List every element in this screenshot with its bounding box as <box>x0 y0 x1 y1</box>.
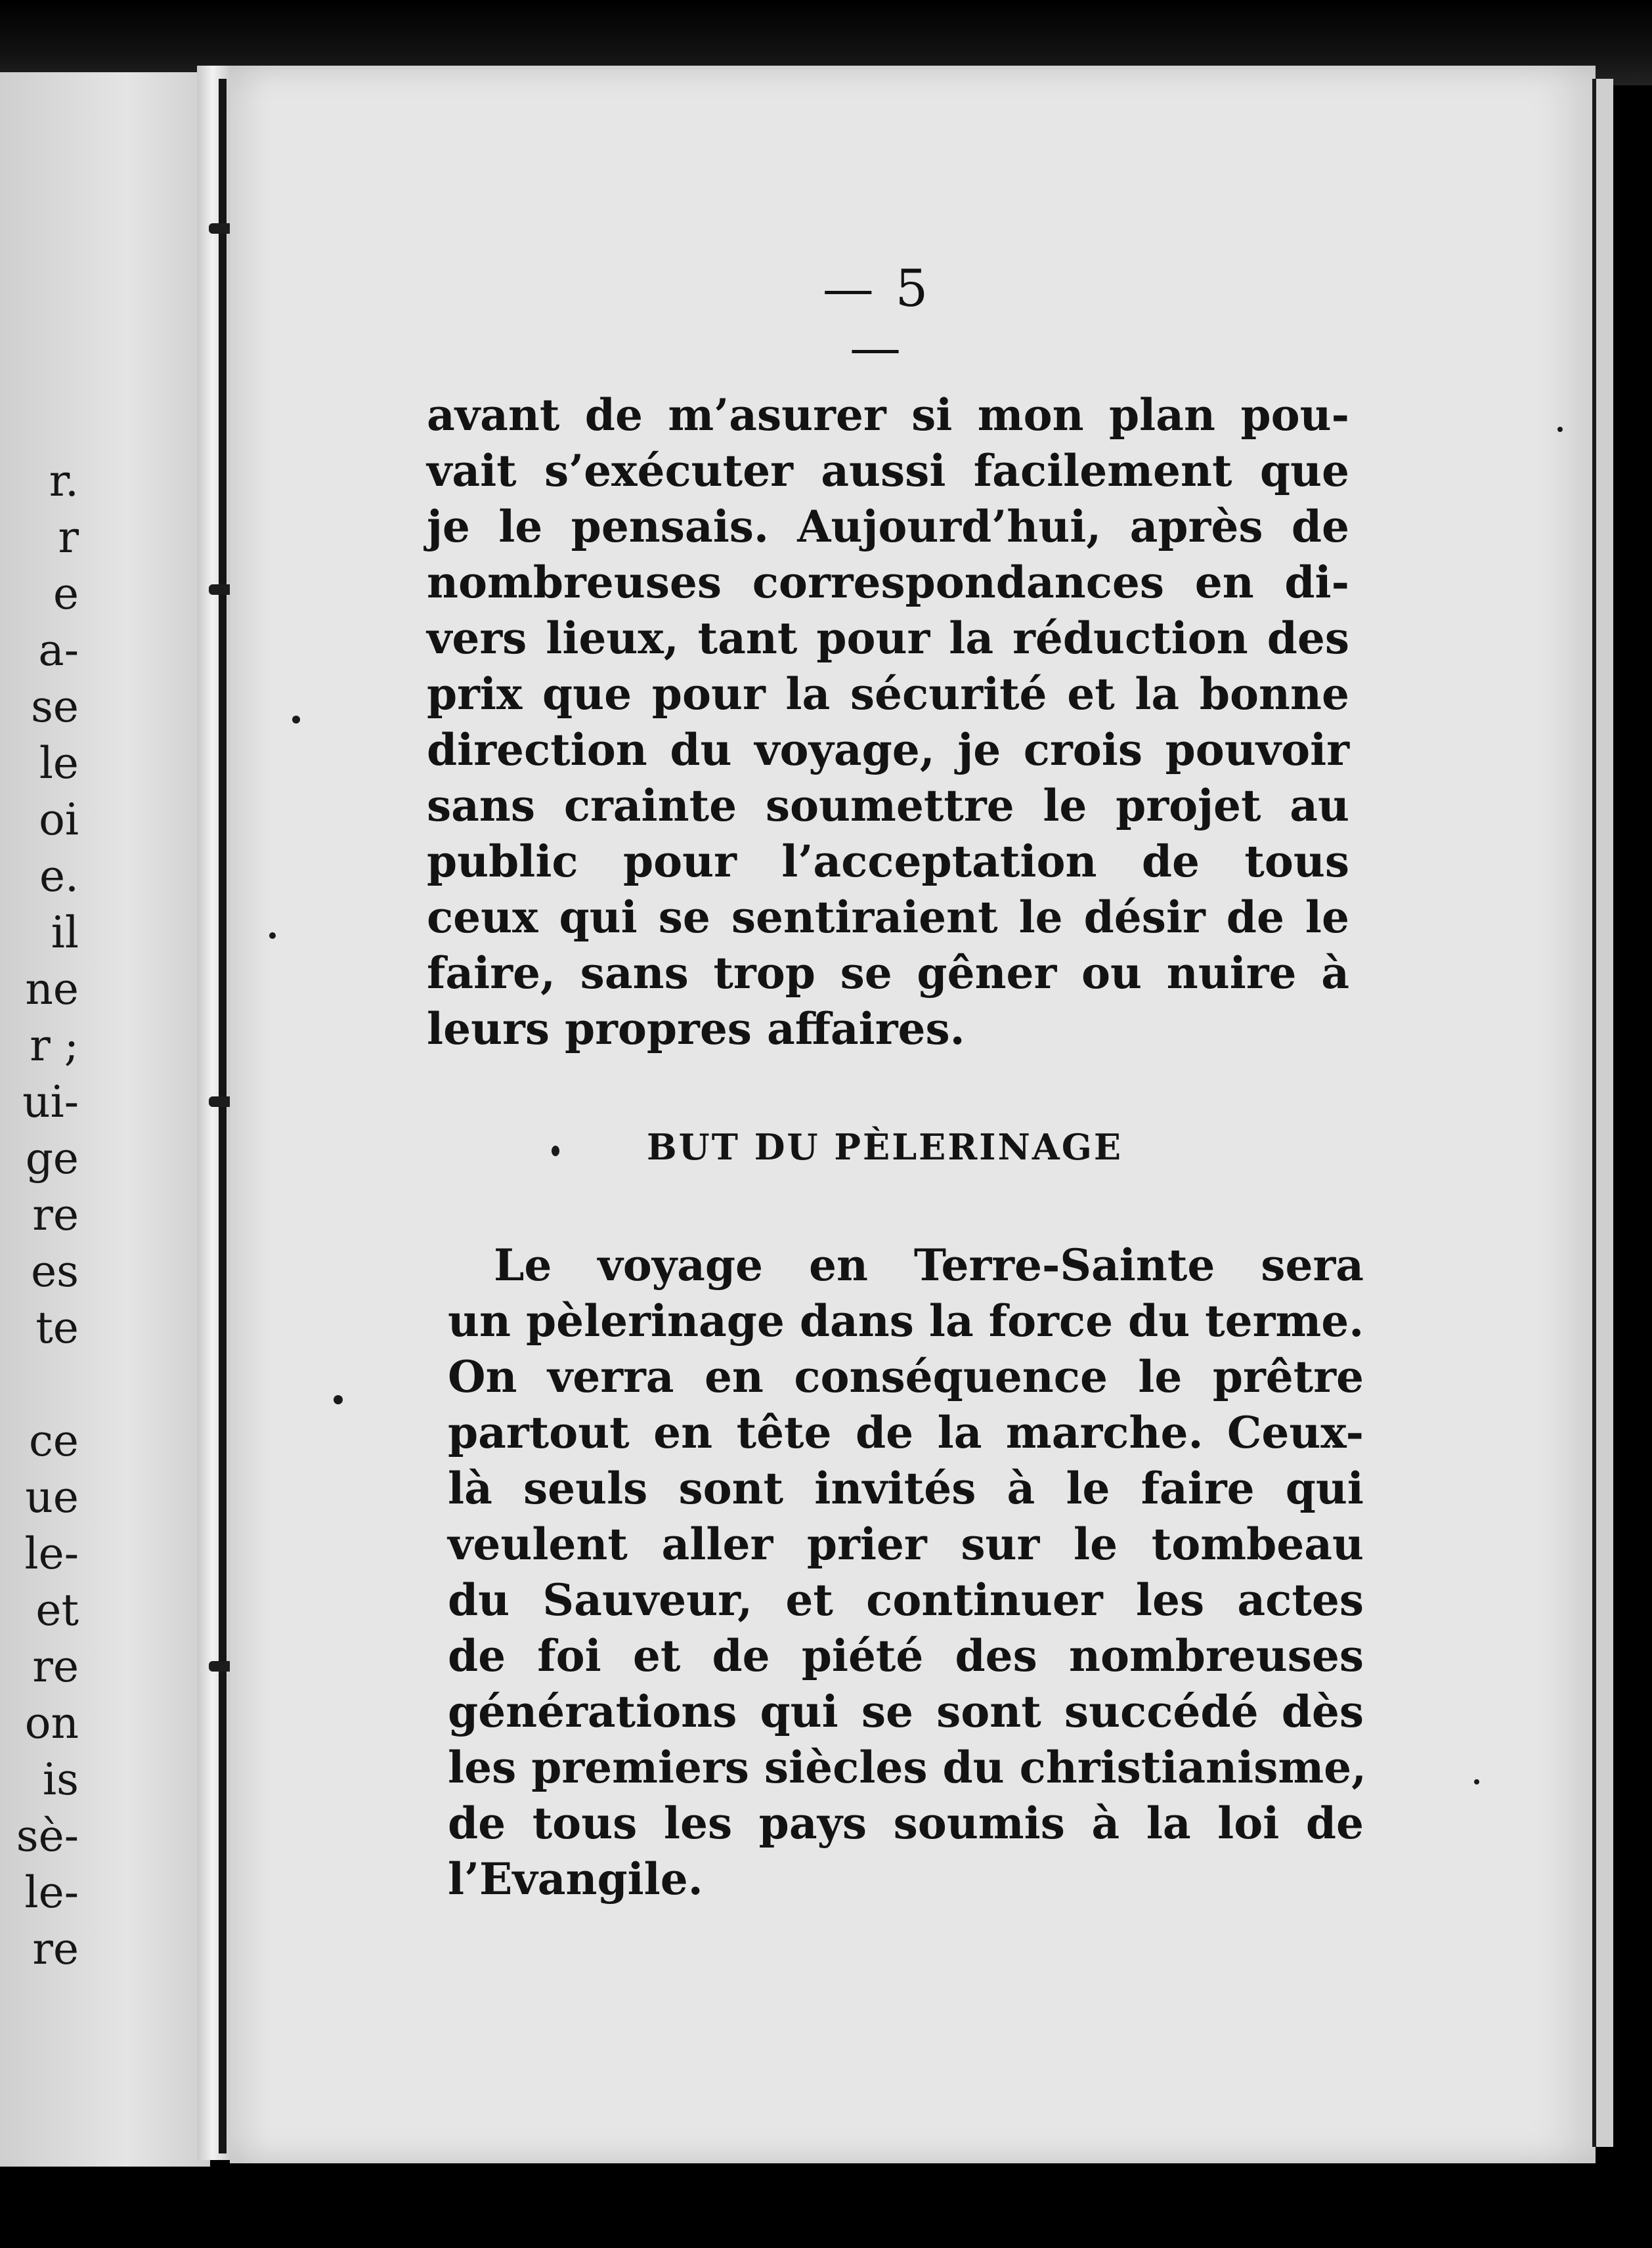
ink-speck <box>334 1395 343 1404</box>
text-line: leurs propres affaires. <box>427 1003 965 1054</box>
section-heading: BUT DU PÈLERINAGE <box>647 1126 1123 1168</box>
text-line: partout en tête de la marche. Ceux- <box>448 1407 1364 1458</box>
left-fragment: sè- <box>16 1811 79 1861</box>
text-line: je le pensais. Aujourd’hui, après de <box>427 501 1349 552</box>
left-fragment: ne <box>25 964 79 1014</box>
text-line: nombreuses correspondances en di- <box>427 557 1349 608</box>
left-fragment <box>0 1356 79 1413</box>
left-fragment: et <box>35 1585 79 1635</box>
left-fragment: ui- <box>22 1077 79 1127</box>
left-fragment: ue <box>25 1472 79 1523</box>
ink-speck <box>292 716 300 724</box>
text-line: sans crainte soumettre le projet au <box>427 780 1349 831</box>
paragraph-intro <box>427 387 1349 1057</box>
left-fragment: il <box>51 907 79 958</box>
left-fragment: re <box>32 1924 79 1974</box>
text-line: public pour l’acceptation de tous <box>427 836 1349 887</box>
left-fragment: es <box>31 1246 79 1297</box>
left-fragment: a- <box>38 625 79 676</box>
left-fragment: ce <box>28 1416 79 1466</box>
text-line: générations qui se sont succédé dès <box>448 1686 1364 1737</box>
text-line: vers lieux, tant pour la réduction des <box>427 613 1349 664</box>
text-line: de foi et de piété des nombreuses <box>448 1630 1364 1681</box>
ink-speck <box>1474 1779 1479 1784</box>
text-line: avant de m’asurer si mon plan pou- <box>427 389 1349 441</box>
left-fragment: ge <box>25 1133 79 1184</box>
text-line: On verra en conséquence le prêtre <box>448 1351 1364 1402</box>
text-line: Le voyage en Terre-Sainte sera <box>494 1240 1364 1291</box>
left-fragment: r ; <box>30 1020 79 1071</box>
left-fragment: se <box>31 681 79 732</box>
left-fragment: r. <box>49 456 79 506</box>
text-line: les premiers siècles du christianisme, <box>448 1742 1367 1793</box>
spine-binding-line <box>219 79 227 2153</box>
text-line: faire, sans trop se gêner ou nuire à <box>427 947 1349 999</box>
text-line: du Sauveur, et continuer les actes <box>448 1574 1364 1626</box>
left-fragment: is <box>43 1754 79 1805</box>
text-line: vait s’exécuter aussi facilement que <box>427 445 1349 496</box>
left-fragment: te <box>35 1303 79 1353</box>
page-number: — 5 — <box>822 259 931 378</box>
left-fragment: r <box>58 512 79 563</box>
left-page <box>0 72 210 2173</box>
left-fragment: re <box>32 1190 79 1240</box>
ink-speck <box>552 1146 559 1156</box>
paragraph-purpose <box>448 1238 1367 1907</box>
left-fragment: re <box>32 1641 79 1692</box>
text-line: direction du voyage, je crois pouvoir <box>427 724 1349 775</box>
right-page-edge <box>1592 79 1613 2147</box>
left-page-text-fragments <box>0 453 79 1978</box>
left-fragment: le- <box>24 1867 79 1918</box>
text-line: là seuls sont invités à le faire qui <box>448 1463 1364 1514</box>
ink-speck <box>1557 427 1563 432</box>
scan-bottom-border <box>0 2167 1652 2248</box>
text-line: un pèlerinage dans la force du terme. <box>448 1295 1364 1347</box>
text-line: ceux qui se sentiraient le désir de le <box>427 892 1349 943</box>
left-fragment: on <box>24 1698 79 1748</box>
text-line: de tous les pays soumis à la loi de <box>448 1798 1364 1849</box>
left-fragment: le- <box>24 1528 79 1579</box>
text-line: l’Evangile. <box>448 1853 703 1905</box>
ink-speck <box>269 932 276 939</box>
text-line: prix que pour la sécurité et la bonne <box>427 668 1349 720</box>
left-fragment: e <box>53 569 79 619</box>
left-fragment: le <box>39 738 79 789</box>
left-fragment: e. <box>39 851 79 901</box>
left-fragment: oi <box>39 794 79 845</box>
text-line: veulent aller prier sur le tombeau <box>448 1519 1364 1570</box>
